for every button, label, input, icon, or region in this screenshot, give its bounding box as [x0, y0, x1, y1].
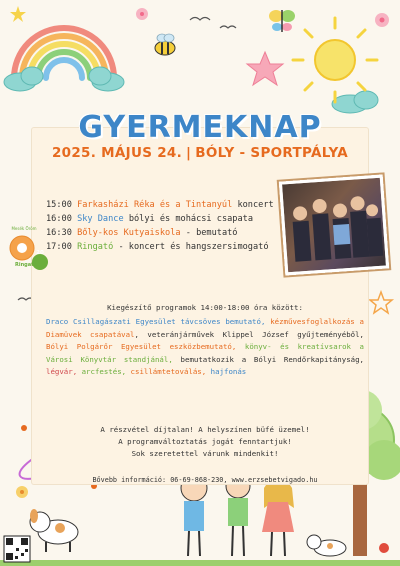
- program-time: 16:30: [46, 228, 72, 238]
- extra-programs-text: Draco Csillagászati Egyesület távcsöves bemutató, kézművesfoglalkozás a Diamüvek csapatával, veteránjárművek Klippel József gyűjteményéből, Bólyi Polgárőr Egyesület eszközbemutató, könyv- és kreatívsarok a Városi Könyvtár standjánál, bemutatkozik a Bólyi Rendőrkapitányság, légvár, arcfestés, csillámtetoválás, hajfonás: [46, 317, 365, 377]
- event-date: 2025. MÁJUS 24.: [51, 145, 183, 161]
- qr-code-icon: [4, 536, 30, 562]
- star-icon: [370, 292, 392, 313]
- cloud-icon: [89, 67, 124, 91]
- event-subtitle: [0, 145, 400, 161]
- subtitle-separator: |: [186, 145, 192, 161]
- star-icon: [10, 6, 26, 22]
- program-time: 17:00: [46, 242, 72, 252]
- star-icon: [247, 52, 283, 85]
- program-desc: koncert: [232, 200, 274, 210]
- bird-icon: [220, 26, 236, 28]
- program-desc: bólyi és mohácsi csapata: [123, 214, 253, 224]
- flower-icon: [375, 13, 389, 27]
- program-name: Sky Dance: [77, 214, 124, 224]
- note-line: A részvétel díjtalan! A helyszínen büfé üzemel!: [100, 425, 310, 434]
- bird-icon: [190, 18, 210, 21]
- extra-heading: Kiegészítő programok 14:00-18:00 óra között:: [107, 303, 303, 312]
- program-desc: - bemutató: [180, 228, 238, 238]
- logo-top-text: Mesék Öröm: [11, 226, 37, 231]
- logo-badge: 20: [36, 250, 44, 256]
- contact-info: Bővebb információ: 06-69-868-230, www.erzsebetvigado.hu: [92, 476, 318, 484]
- program-name: Bőly-kos Kutyaiskola: [77, 228, 181, 238]
- program-desc: - koncert és hangszersimogató: [113, 242, 269, 252]
- note-line: Sok szeretettel várunk mindenkit!: [131, 449, 279, 458]
- page-title: GYERMEKNAP: [78, 110, 322, 145]
- flower-icon: [136, 8, 148, 20]
- program-name: Ringató: [77, 242, 114, 252]
- program-time: 15:00: [46, 200, 72, 210]
- program-item: [46, 228, 237, 238]
- cat-icon: [307, 535, 346, 556]
- butterfly-icon: [269, 10, 295, 32]
- sun-icon: [293, 18, 377, 102]
- cloud-icon: [4, 67, 43, 91]
- program-item: [46, 242, 269, 252]
- logo-name: Ringató: [15, 262, 37, 268]
- program-item: [46, 200, 274, 210]
- program-item: [46, 214, 253, 224]
- note-line: A programváltoztatás jogát fenntartjuk!: [118, 437, 292, 446]
- bee-icon: [155, 34, 175, 55]
- band-members-image: [282, 178, 386, 273]
- dog-icon: [30, 509, 78, 552]
- program-time: 16:00: [46, 214, 72, 224]
- grass-icon: [0, 560, 400, 566]
- event-location: BÓLY - SPORTPÁLYA: [195, 145, 349, 161]
- program-name: Farkasházi Réka és a Tintanyúl: [77, 200, 233, 210]
- flower-icon: [16, 486, 28, 498]
- band-photo: [279, 174, 389, 275]
